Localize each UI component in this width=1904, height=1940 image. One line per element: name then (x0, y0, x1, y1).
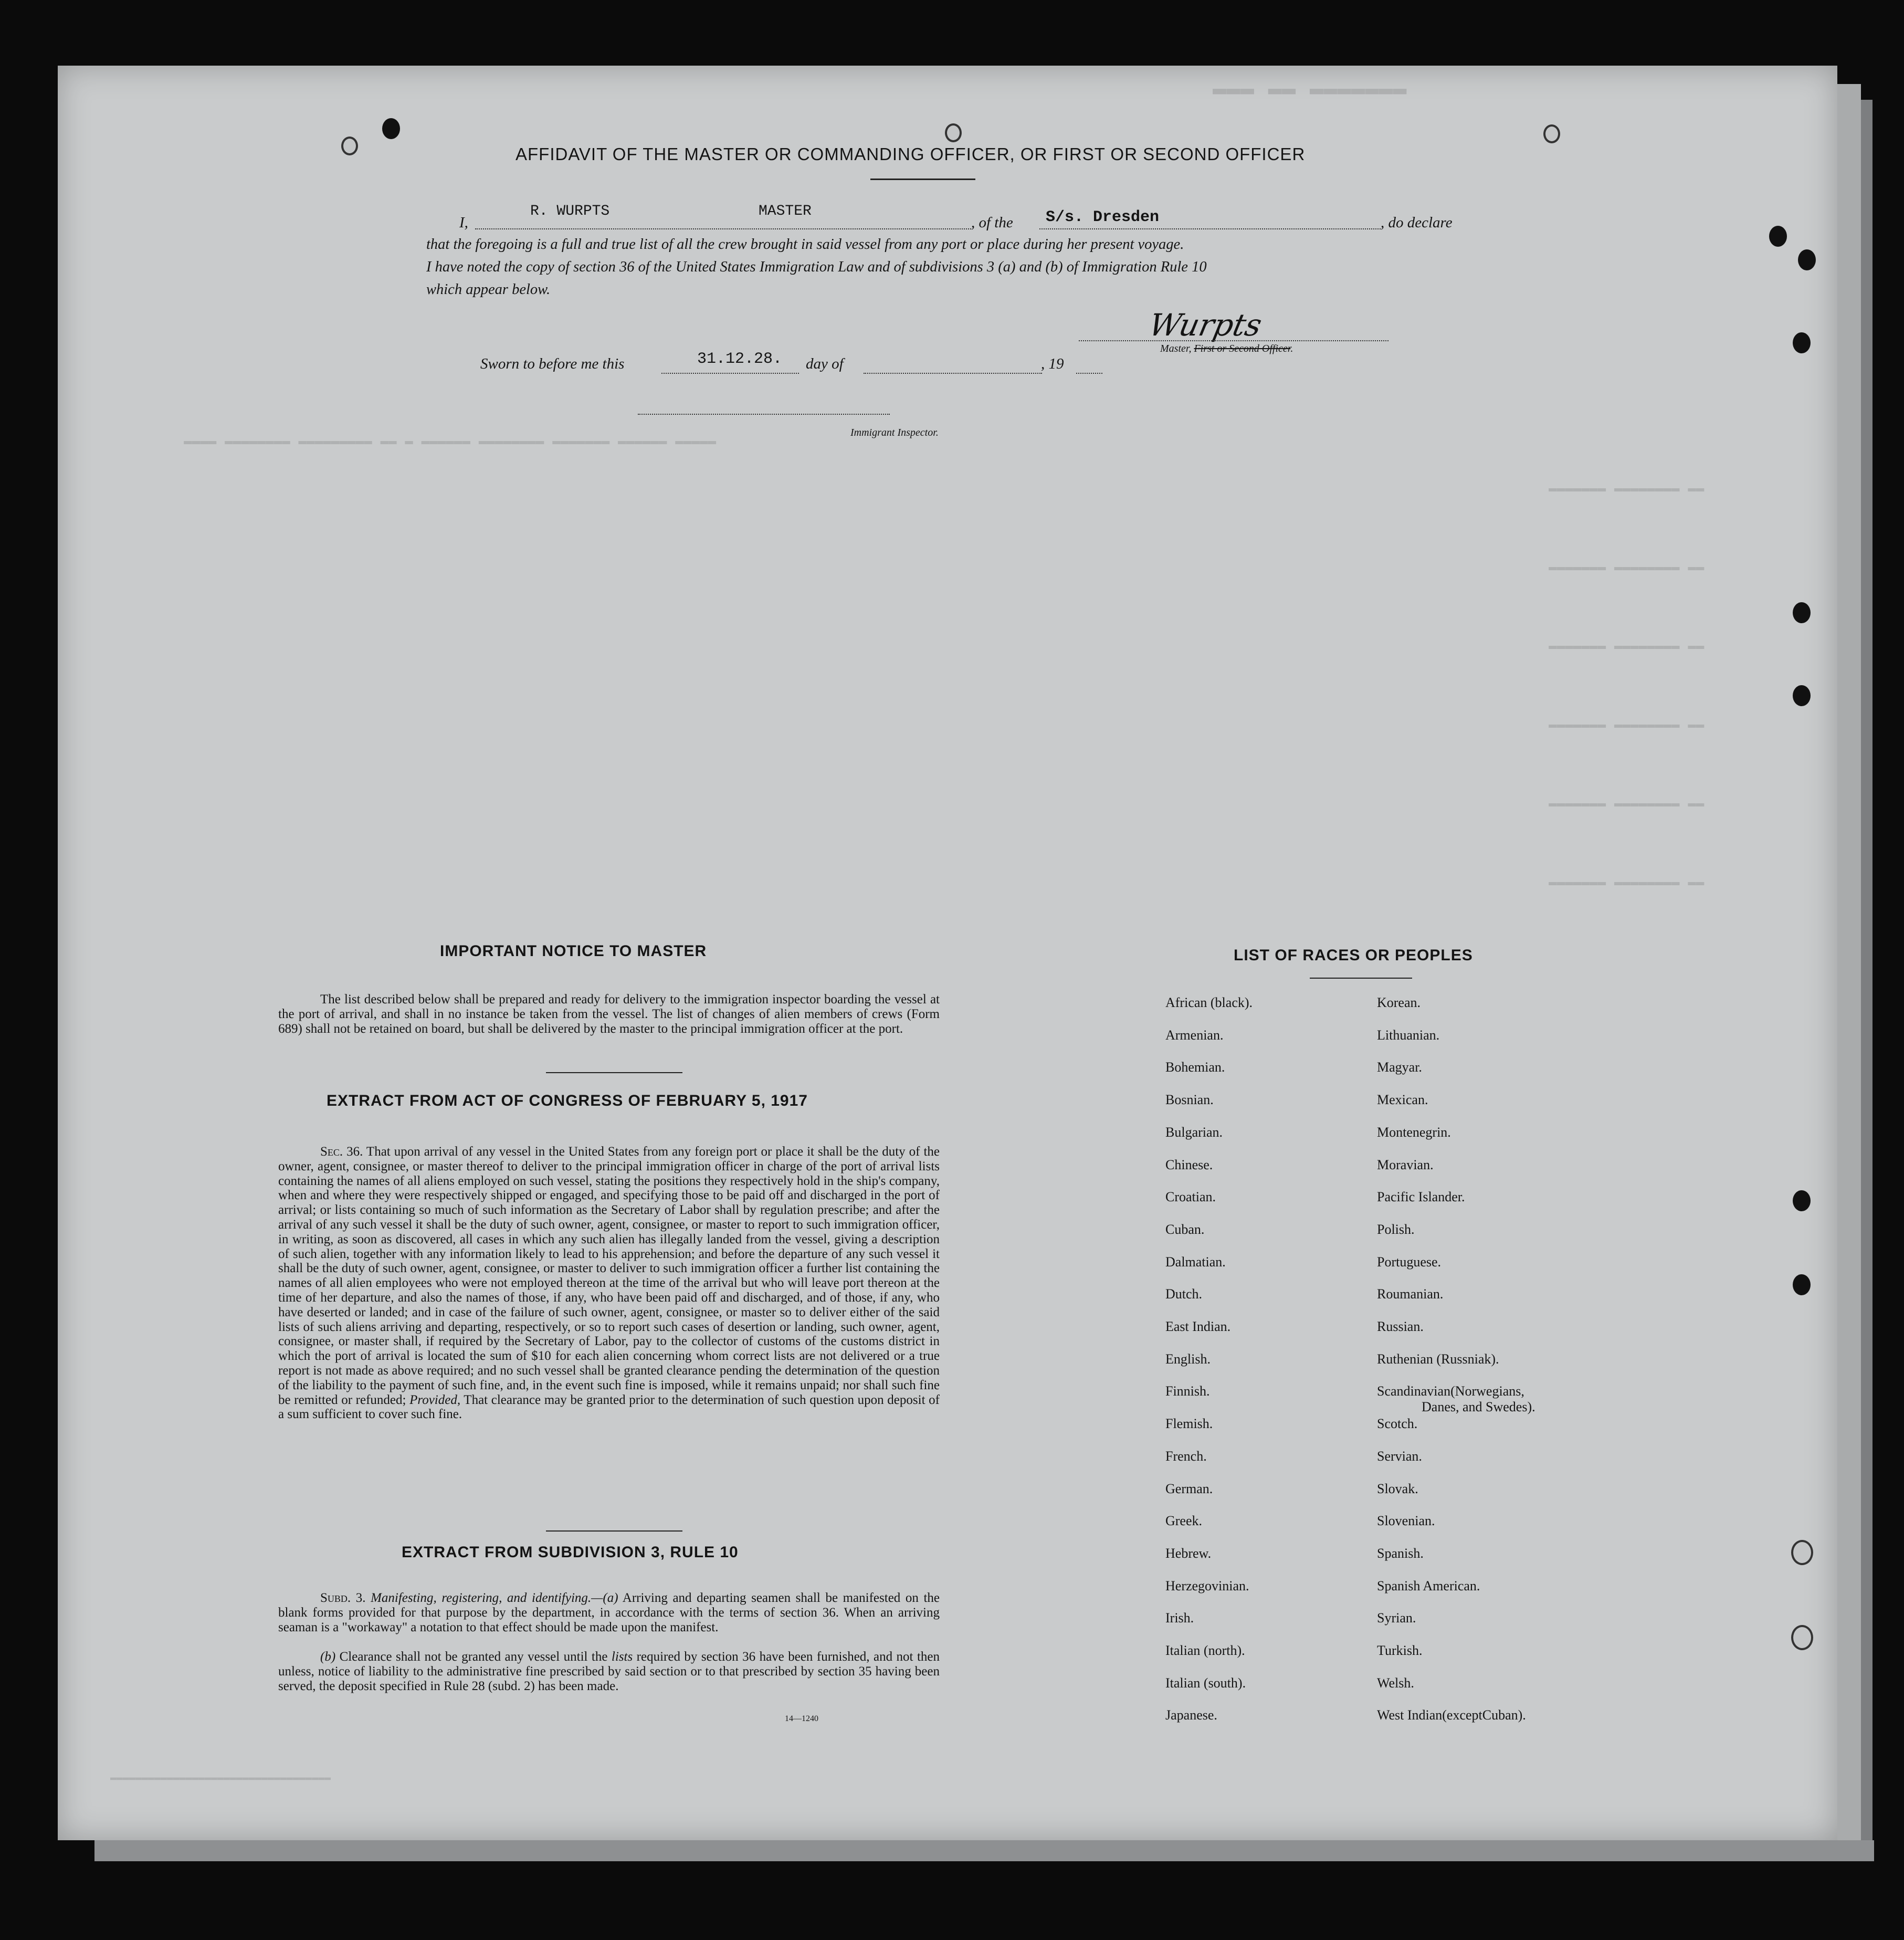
year-line (1076, 373, 1102, 374)
extract-act-text (278, 1145, 940, 1422)
provided-label: Provided, (409, 1392, 461, 1407)
race-item: Turkish. (1377, 1643, 1423, 1658)
race-item: Lithuanian. (1377, 1027, 1440, 1043)
race-item: Japanese. (1165, 1707, 1217, 1723)
affidavit-line-2: that the foregoing is a full and true list of all the crew brought in said vessel from any port or place during her present voyage. (426, 236, 1184, 253)
race-item: Magyar. (1377, 1060, 1422, 1075)
sworn-label: Sworn to before me this (480, 355, 625, 372)
race-item: East Indian. (1165, 1319, 1231, 1334)
inspector-caption: Immigrant Inspector. (850, 427, 939, 438)
race-item: Roumanian. (1377, 1286, 1444, 1302)
punch-hole-ring (1543, 124, 1560, 143)
race-item: Croatian. (1165, 1189, 1216, 1205)
section-divider (546, 1530, 682, 1532)
race-item: Scotch. (1377, 1416, 1418, 1432)
bleed-through-text: ▬▬▬▬▬▬▬ ▬▬▬▬▬▬▬▬ ▬▬ (1549, 638, 1705, 654)
title-rule (870, 179, 975, 180)
race-item: Moravian. (1377, 1157, 1434, 1172)
document-page (58, 66, 1837, 1840)
affidavit-title: AFFIDAVIT OF THE MASTER OR COMMANDING OFFICER, OR FIRST OR SECOND OFFICER (516, 144, 1306, 164)
sworn-date-line (661, 373, 799, 374)
punch-hole-ring (945, 123, 962, 142)
race-item: Montenegrin. (1377, 1124, 1451, 1140)
punch-hole (1769, 226, 1787, 247)
race-item: Mexican. (1377, 1092, 1428, 1108)
of-the-label: , of the (971, 214, 1013, 231)
race-item: Welsh. (1377, 1675, 1414, 1691)
punch-hole (1793, 332, 1811, 353)
race-item: Polish. (1377, 1221, 1415, 1237)
signature-line (1079, 340, 1388, 341)
section-divider (546, 1072, 682, 1073)
race-item: Irish. (1165, 1610, 1194, 1626)
name-line (475, 228, 971, 229)
race-item: Russian. (1377, 1319, 1424, 1334)
subd-text-b2: required by section 36 have been furnished, and not then unless, notice of liability to the administrative fine prescribed by said section or to that prescribed by section 35 having been served, the deposit specified in Rule 28 (subd. 2) has been made. (278, 1650, 940, 1693)
punch-hole (382, 118, 400, 139)
master-signature: Wurpts (1145, 307, 1265, 343)
subd-heading: Manifesting, registering, and identifying.—(a) (371, 1591, 618, 1605)
bleed-through-text: ▬▬▬▬▬▬▬▬▬▬▬▬▬▬▬▬▬▬▬▬▬▬▬▬▬▬▬▬▬▬▬▬▬▬▬ (110, 1772, 331, 1784)
month-line (864, 373, 1042, 374)
race-item: English. (1165, 1351, 1211, 1367)
race-item: Armenian. (1165, 1027, 1224, 1043)
sec-label: Sec. 36. (320, 1145, 363, 1159)
caption-struck: First or Second Officer (1194, 343, 1291, 354)
race-item: Scandinavian(Norwegians, (1377, 1383, 1524, 1399)
race-item: Herzegovinian. (1165, 1578, 1249, 1593)
race-item: Servian. (1377, 1448, 1422, 1464)
race-item: Danes, and Swedes). (1422, 1399, 1535, 1415)
race-item: Italian (north). (1165, 1643, 1245, 1658)
extract-rule-title: EXTRACT FROM SUBDIVISION 3, RULE 10 (402, 1544, 739, 1561)
race-item: Italian (south). (1165, 1675, 1246, 1691)
inspector-signature-line (638, 414, 890, 415)
page-stack-edge (1861, 100, 1873, 1843)
punch-hole (1793, 1274, 1811, 1295)
bleed-through-text: ▬▬▬▬▬▬▬ ▬▬▬▬▬▬▬▬ ▬▬ (1549, 480, 1705, 496)
notice-text: The list described below shall be prepared and ready for delivery to the immigration inspector boarding the vessel at the port of arrival, and shall in no instance be taken from the vessel. The list of changes of alien members of crews (Form 689) shall not be retained on board, but shall be delivered by the master to the principal immigration officer at the port. (278, 992, 940, 1036)
bleed-through-text: ▬▬▬ ▬▬ ▬▬▬▬▬▬▬ (1213, 76, 1407, 102)
caption-end: . (1290, 343, 1293, 354)
race-item: Portuguese. (1377, 1254, 1442, 1270)
vessel-name: S/s. Dresden (1046, 208, 1160, 226)
race-item: Spanish American. (1377, 1578, 1480, 1593)
extract-act-title: EXTRACT FROM ACT OF CONGRESS OF FEBRUARY 5, 1917 (327, 1092, 808, 1109)
affidavit-line-3: I have noted the copy of section 36 of the United States Immigration Law and of subdivisions 3 (a) and (b) of Immigration Rule 10 (426, 259, 1207, 275)
race-item: Greek. (1165, 1513, 1203, 1529)
punch-hole-ring (1791, 1625, 1813, 1650)
notice-title: IMPORTANT NOTICE TO MASTER (440, 942, 707, 960)
punch-hole-ring (1791, 1540, 1813, 1565)
race-item: Bohemian. (1165, 1060, 1225, 1075)
sec-body: That upon arrival of any vessel in the United States from any foreign port or place it shall be the duty of the owner, agent, consignee, or master thereof to deliver to the principal immigration officer in charge of the port of arrival lists containing the names of all aliens employed on such vessel, stating the positions they respectively hold in the ship's company, when and where they were respectively shipped or engaged, and specifying those to be paid off and discharged in the port of arrival; or lists containing so much of such information as the Secretary of Labor shall by regulation prescribe; and after the arrival of any such vessel it shall be the duty of such owner, agent, consignee, or master to report to such immigration officer, in writing, as soon as discovered, all cases in which any such alien has illegally landed from the vessel, giving a description of such alien, together with any information likely to lead to his apprehension; and before the departure of any such vessel it shall be the duty of such owner, agent, consignee, or master to deliver to such immigration officer a further list containing the names of all alien employees who were not employed thereon at the time of the arrival but who will leave port thereon at the time of her departure, and also the names of those, if any, who have been paid off and discharged, and of those, if any, who have deserted or landed; and in case of the failure of such owner, agent, consignee, or master so to deliver either of the said lists of such aliens arriving and departing, respectively, or so to report such cases of desertion or landing, such owner, agent, consignee, or master shall, if required by the Secretary of Labor, pay to the collector of customs of the customs district in which the port of arrival is located the sum of $10 for each alien concerning whom correct lists are not delivered or a true report is not made as above required; and no such vessel shall be granted clearance pending the determination of the question of the liability to the payment of such fine, and, in the event such fine is imposed, while it remains unpaid; nor shall such fine be remitted or refunded; (278, 1145, 940, 1407)
year-prefix: , 19 (1041, 355, 1064, 372)
race-item: Slovak. (1377, 1481, 1418, 1496)
master-rank: MASTER (759, 203, 812, 219)
race-item: Hebrew. (1165, 1545, 1212, 1561)
race-item: French. (1165, 1448, 1207, 1464)
race-item: Flemish. (1165, 1416, 1213, 1432)
caption-master: Master, (1160, 343, 1192, 354)
race-item: Dutch. (1165, 1286, 1203, 1302)
day-of-label: day of (806, 355, 844, 372)
race-item: Finnish. (1165, 1383, 1210, 1399)
form-number: 14—1240 (785, 1714, 818, 1723)
race-item: Syrian. (1377, 1610, 1416, 1626)
race-item: Ruthenian (Russniak). (1377, 1351, 1499, 1367)
punch-hole-ring (341, 137, 358, 155)
race-item: Korean. (1377, 995, 1421, 1010)
bleed-through-text: ▬▬▬▬▬▬▬ ▬▬▬▬▬▬▬▬ ▬▬ (1549, 795, 1705, 811)
punch-hole (1798, 249, 1816, 270)
sec-body-end: That clearance may be granted prior to the determination of such question upon deposit of a sum sufficient to cover such fine. (278, 1392, 940, 1422)
extract-rule-text-b (278, 1650, 940, 1693)
bleed-through-text: ▬▬▬▬▬▬▬ ▬▬▬▬▬▬▬▬ ▬▬ (1549, 874, 1705, 890)
race-item: African (black). (1165, 995, 1253, 1010)
race-item: West Indian(exceptCuban). (1377, 1707, 1526, 1723)
punch-hole (1793, 685, 1811, 706)
do-declare-label: , do declare (1381, 214, 1453, 231)
declarant-label: I, (459, 214, 468, 231)
punch-hole (1793, 1190, 1811, 1211)
race-item: Pacific Islander. (1377, 1189, 1465, 1205)
races-title: LIST OF RACES OR PEOPLES (1234, 947, 1473, 964)
subd-text-a: Arriving and departing seamen shall be manifested on the blank forms provided for that purpose by the department, in accordance with the terms of section 36. When an arriving seaman is a "workaway" a notation to that effect should be made upon the manifest. (278, 1591, 940, 1634)
subd-text-b1: Clearance shall not be granted any vessel until the (339, 1650, 608, 1664)
page-bottom-edge (94, 1840, 1874, 1861)
subd-label: Subd. 3. (320, 1591, 366, 1605)
bleed-through-text: ▬▬▬▬ ▬▬▬▬▬▬▬▬ ▬▬▬▬▬▬▬▬▬ ▬▬ ▬ ▬▬▬▬▬▬ ▬▬▬▬▬▬▬▬ ▬▬▬▬▬▬▬ ▬▬▬▬▬▬ ▬▬▬▬▬ (184, 433, 717, 449)
races-title-rule (1310, 978, 1412, 979)
subd-text-lists: lists (611, 1650, 633, 1664)
race-item: Slovenian. (1377, 1513, 1435, 1529)
race-item: Dalmatian. (1165, 1254, 1226, 1270)
signature-caption (1160, 343, 1293, 355)
extract-rule-text-a (278, 1591, 940, 1634)
race-item: Bulgarian. (1165, 1124, 1223, 1140)
race-item: Spanish. (1377, 1545, 1424, 1561)
master-name: R. WURPTS (530, 203, 610, 219)
affidavit-line-4: which appear below. (426, 281, 551, 298)
race-item: Bosnian. (1165, 1092, 1214, 1108)
race-item: Chinese. (1165, 1157, 1213, 1172)
race-item: German. (1165, 1481, 1213, 1496)
punch-hole (1793, 602, 1811, 623)
vessel-line (1039, 228, 1381, 229)
race-item: Cuban. (1165, 1221, 1205, 1237)
bleed-through-text: ▬▬▬▬▬▬▬ ▬▬▬▬▬▬▬▬ ▬▬ (1549, 559, 1705, 575)
sworn-date: 31.12.28. (697, 350, 783, 368)
subd-b-label: (b) (320, 1650, 336, 1664)
bleed-through-text: ▬▬▬▬▬▬▬ ▬▬▬▬▬▬▬▬ ▬▬ (1549, 717, 1705, 732)
